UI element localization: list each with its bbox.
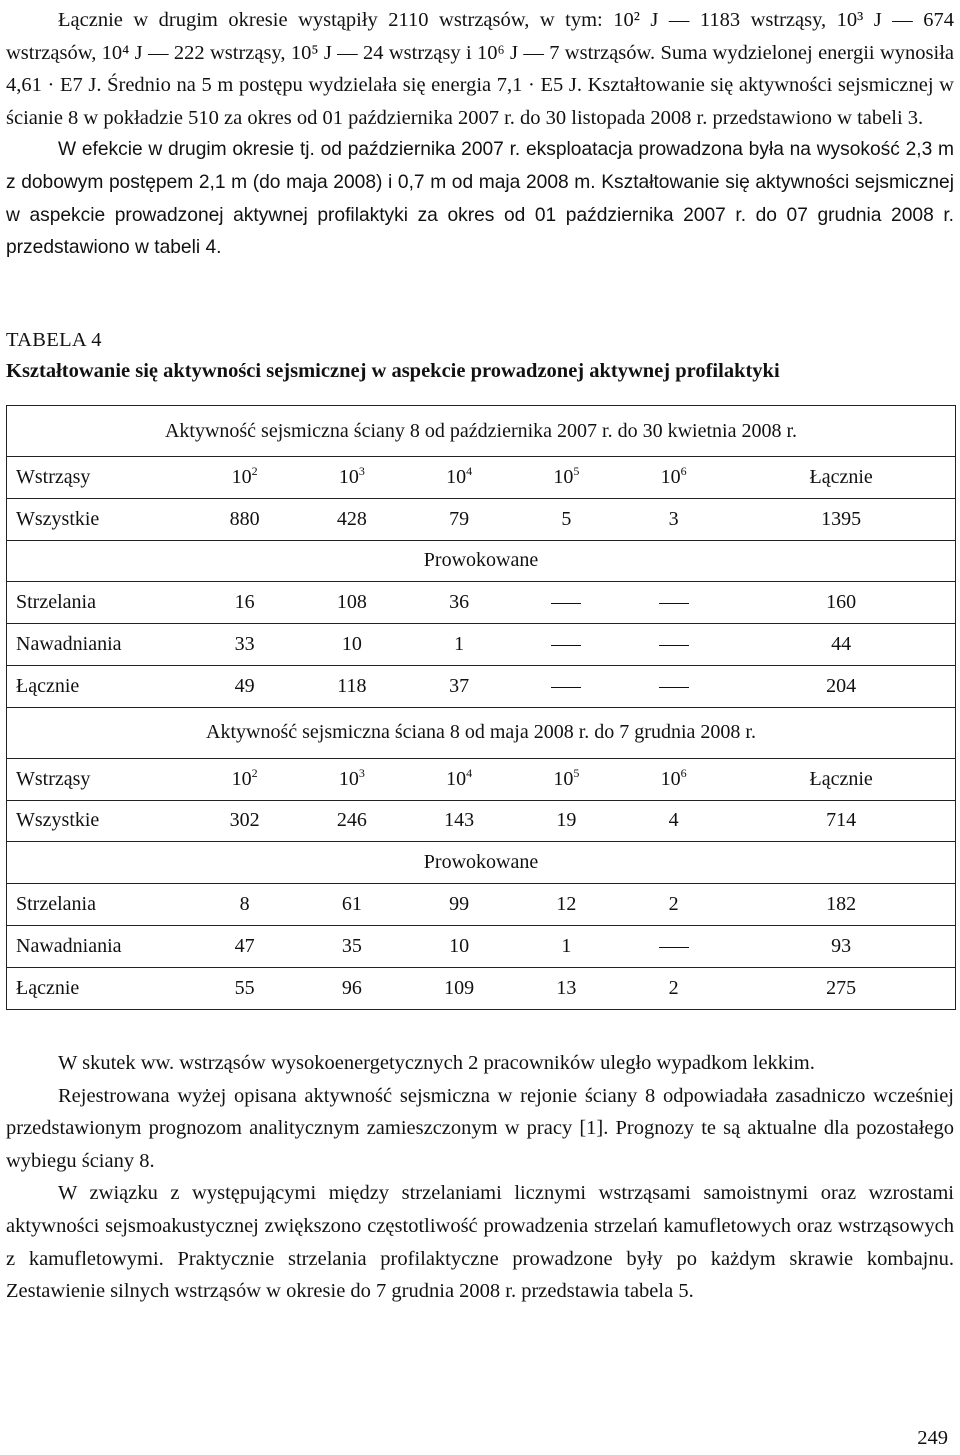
table-cell: 1395 — [727, 498, 955, 540]
table-cell: 12 — [513, 884, 620, 926]
table-cell: 108 — [298, 582, 405, 624]
table-section-heading-row — [7, 707, 956, 758]
table-cell: 143 — [406, 800, 513, 842]
dash-mark — [659, 687, 689, 689]
table-cell: 5 — [513, 498, 620, 540]
outro-section — [6, 1047, 954, 1308]
table-section-heading: Aktywność sejsmiczna ściana 8 od maja 2008 r. do 7 grudnia 2008 r. — [7, 707, 956, 758]
exponent: 6 — [680, 765, 687, 780]
table-subheading-row — [7, 540, 956, 582]
exponent: 4 — [466, 765, 473, 780]
table-cell: 714 — [727, 800, 955, 842]
table-cell: 118 — [298, 665, 405, 707]
table-cell: 2 — [620, 967, 727, 1009]
table-header-cell: $10^4$ — [406, 457, 513, 499]
exponent: 6 — [680, 463, 687, 478]
table-header-cell: $10^6$ — [620, 758, 727, 800]
table-cell: 93 — [727, 925, 955, 967]
table-cell: Wszystkie — [7, 498, 192, 540]
dash-mark — [659, 645, 689, 647]
dash-mark — [551, 687, 581, 689]
exponent: 4 — [466, 463, 473, 478]
table-header-cell: $10^2$ — [191, 758, 298, 800]
table-row — [7, 925, 956, 967]
table-cell: 19 — [513, 800, 620, 842]
table-cell — [513, 624, 620, 666]
table-header-cell: $10^4$ — [406, 758, 513, 800]
table-cell: 35 — [298, 925, 405, 967]
table-cell: 2 — [620, 884, 727, 926]
table-cell: 182 — [727, 884, 955, 926]
exponent: 5 — [573, 463, 580, 478]
table-header-cell: $10^3$ — [298, 758, 405, 800]
table-row — [7, 800, 956, 842]
table-cell: 61 — [298, 884, 405, 926]
table-cell: 47 — [191, 925, 298, 967]
table-cell: 10 — [298, 624, 405, 666]
exponent: 2 — [251, 463, 258, 478]
table-row — [7, 624, 956, 666]
table-header-cell: Łącznie — [727, 758, 955, 800]
table-header-cell: $10^5$ — [513, 457, 620, 499]
outro-paragraph-3: W związku z występującymi między strzelaniami licznymi wstrząsami samoistnymi oraz wzrostami aktywności sejsmoakustycznej zwiększono częstotliwość prowadzenia strzelań kamufletowych oraz wstrząsowych z kamufletowymi. Praktycznie strzelania profilaktyczne prowadzone były po każdym skrawie kombajnu. Zestawienie silnych wstrząsów w okresie do 7 grudnia 2008 r. przedstawia tabela 5. — [6, 1182, 954, 1303]
table-cell: 8 — [191, 884, 298, 926]
table-subheading-row — [7, 842, 956, 884]
intro-paragraph-2: W efekcie w drugim okresie tj. od października 2007 r. eksploatacja prowadzona była na wysokość 2,3 m z dobowym postępem 2,1 m (do maja 2008) i 0,7 m od maja 2008 m. Kształtowanie się aktywności sejsmicznej w aspekcie prowadzonej aktywnej profilaktyki za okres od 01 października 2007 r. do 07 grudnia 2008 r. przedstawiono w tabeli 4. — [6, 139, 954, 259]
table-title: Kształtowanie się aktywności sejsmicznej w aspekcie prowadzonej aktywnej profilaktyki — [6, 360, 780, 382]
table-cell: Wszystkie — [7, 800, 192, 842]
dash-mark — [551, 603, 581, 605]
table-cell: 3 — [620, 498, 727, 540]
table-cell — [620, 582, 727, 624]
table-cell: 1 — [406, 624, 513, 666]
dash-mark — [659, 947, 689, 949]
table-cell: 55 — [191, 967, 298, 1009]
table-cell: Strzelania — [7, 582, 192, 624]
table-row — [7, 498, 956, 540]
table-section-heading-row — [7, 406, 956, 457]
table-cell: Nawadniania — [7, 624, 192, 666]
table-subheading: Prowokowane — [7, 540, 956, 582]
table-section-heading: Aktywność sejsmiczna ściany 8 od października 2007 r. do 30 kwietnia 2008 r. — [7, 406, 956, 457]
table-header-cell: Łącznie — [727, 457, 955, 499]
table-header-row — [7, 457, 956, 499]
table-cell: 36 — [406, 582, 513, 624]
seismic-activity-table — [6, 405, 956, 1010]
table-cell — [620, 624, 727, 666]
table-header-row — [7, 758, 956, 800]
table-cell: 246 — [298, 800, 405, 842]
table-cell — [513, 665, 620, 707]
dash-mark — [551, 645, 581, 647]
table-row — [7, 665, 956, 707]
dash-mark — [659, 603, 689, 605]
table-cell: Nawadniania — [7, 925, 192, 967]
table-cell: Strzelania — [7, 884, 192, 926]
table-subheading: Prowokowane — [7, 842, 956, 884]
exponent: 2 — [251, 765, 258, 780]
table-row — [7, 967, 956, 1009]
table-row — [7, 884, 956, 926]
exponent: 3 — [358, 463, 365, 478]
table-cell: 302 — [191, 800, 298, 842]
table-cell: 44 — [727, 624, 955, 666]
table-cell: 880 — [191, 498, 298, 540]
table-cell — [620, 925, 727, 967]
outro-paragraph-2: Rejestrowana wyżej opisana aktywność sejsmiczna w rejonie ściany 8 odpowiadała zasadniczo wcześniej przedstawionym prognozom analitycznym zamieszczonym w pracy [1]. Prognozy te są aktualne dla pozostałego wybiegu ściany 8. — [6, 1084, 954, 1172]
table-cell: 204 — [727, 665, 955, 707]
table-cell: 10 — [406, 925, 513, 967]
outro-paragraph-1: W skutek ww. wstrząsów wysokoenergetycznych 2 pracowników uległo wypadkom lekkim. — [58, 1052, 815, 1074]
table-cell: 96 — [298, 967, 405, 1009]
table-body — [7, 406, 956, 1010]
exponent: 3 — [358, 765, 365, 780]
table-header-cell: $10^3$ — [298, 457, 405, 499]
table-cell: 49 — [191, 665, 298, 707]
table-header-cell: $10^6$ — [620, 457, 727, 499]
table-row — [7, 582, 956, 624]
table-cell: 37 — [406, 665, 513, 707]
table-header-cell: $10^5$ — [513, 758, 620, 800]
table-label: TABELA 4 — [6, 329, 102, 351]
table-cell — [513, 582, 620, 624]
table-header-cell: $10^2$ — [191, 457, 298, 499]
table-cell: Łącznie — [7, 967, 192, 1009]
table-cell: 1 — [513, 925, 620, 967]
table-cell: 16 — [191, 582, 298, 624]
exponent: 5 — [573, 765, 580, 780]
intro-paragraph-1: Łącznie w drugim okresie wystąpiły 2110 wstrząsów, w tym: 10² J — 1183 wstrząsy, 10³ J — 674 wstrząsów, 10⁴ J — 222 wstrząsy, 10⁵ J — 24 wstrząsy i 10⁶ J — 7 wstrząsów. Suma wydzielonej energii wynosiła 4,61 · E7 J. Średnio na 5 m postępu wydzielała się energia 7,1 · E5 J. Kształtowanie się aktywności sejsmicznej w ścianie 8 w pokładzie 510 za okres od 01 października 2007 r. do 30 listopada 2008 r. przedstawiono w tabeli 3. — [6, 9, 954, 129]
table-cell: Łącznie — [7, 665, 192, 707]
table-cell: 275 — [727, 967, 955, 1009]
table-cell: 4 — [620, 800, 727, 842]
page-number: 249 — [917, 1427, 948, 1449]
table-cell: 428 — [298, 498, 405, 540]
table-cell: 109 — [406, 967, 513, 1009]
table-cell — [620, 665, 727, 707]
table-header-cell: Wstrząsy — [7, 457, 192, 499]
table-cell: 160 — [727, 582, 955, 624]
intro-section — [6, 4, 954, 265]
table-cell: 99 — [406, 884, 513, 926]
table-header-cell: Wstrząsy — [7, 758, 192, 800]
table-cell: 79 — [406, 498, 513, 540]
table-cell: 13 — [513, 967, 620, 1009]
table-cell: 33 — [191, 624, 298, 666]
